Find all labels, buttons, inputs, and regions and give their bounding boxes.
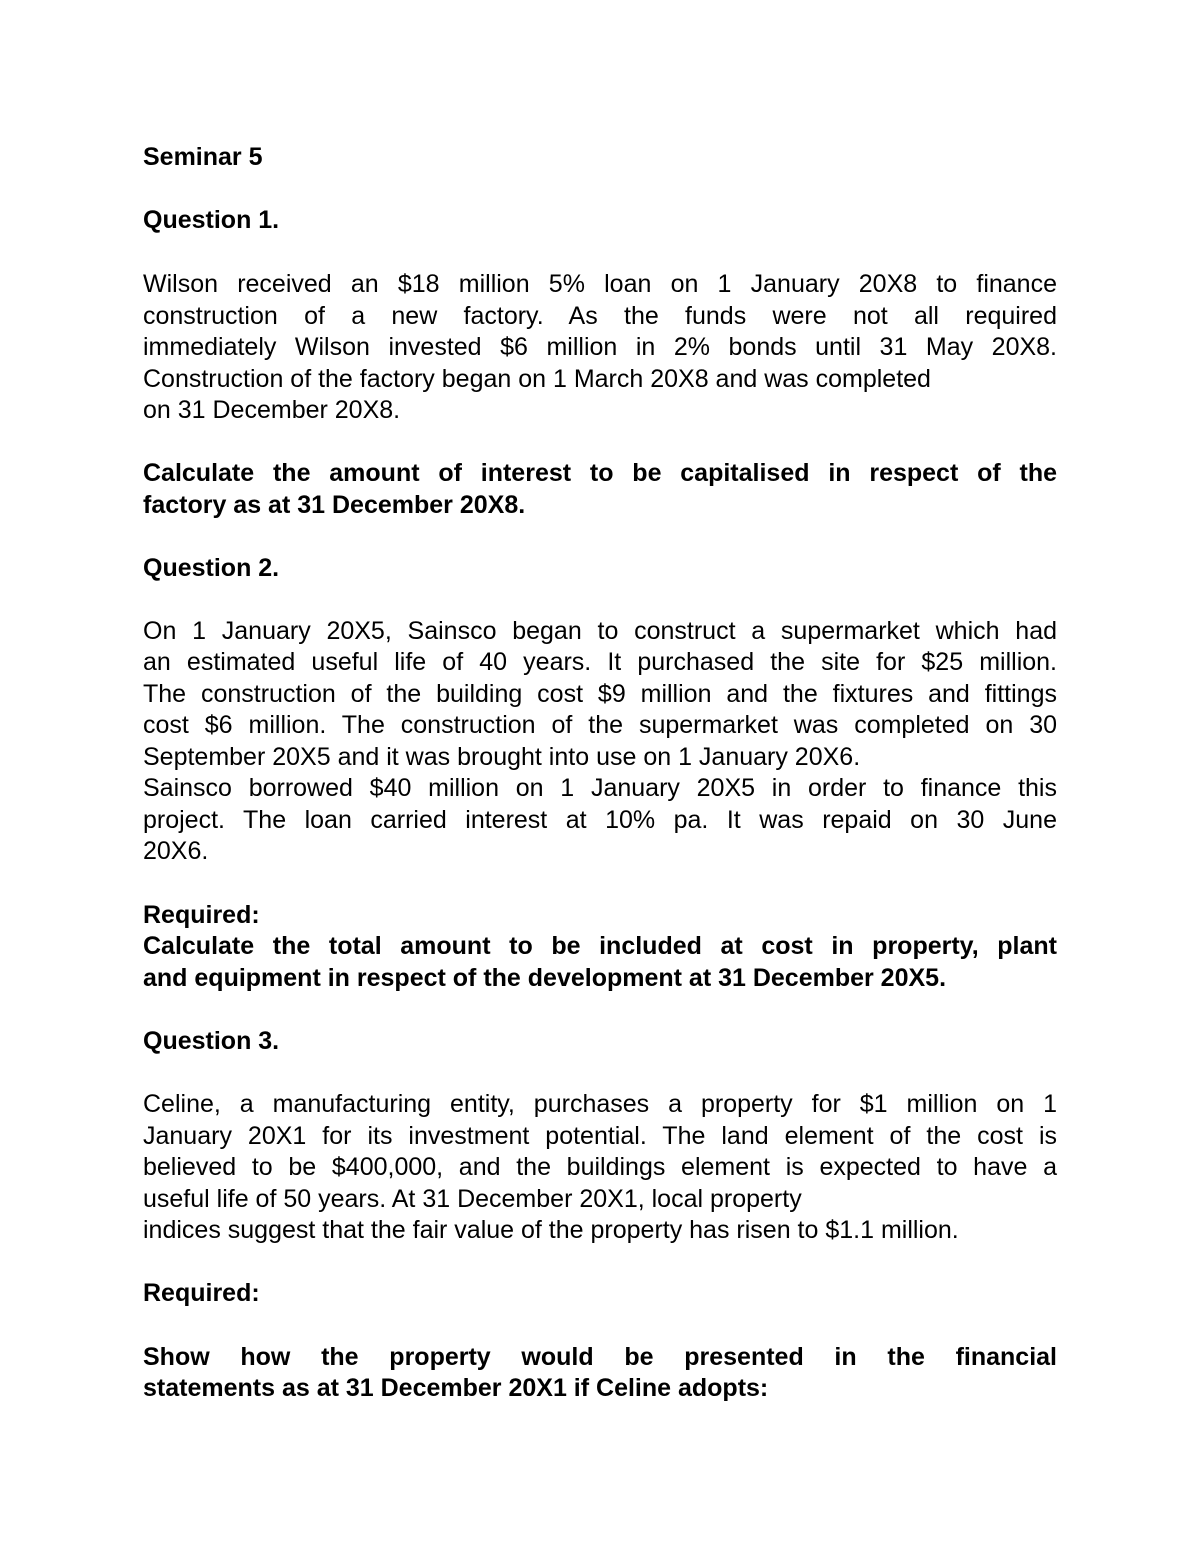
question-1-body-line: immediately Wilson invested $6 million in 2% bonds until 31 May 20X8.	[143, 333, 1057, 361]
question-3-body-line: useful life of 50 years. At 31 December 20X1, local property	[143, 1185, 802, 1213]
question-2-body-line: 20X6.	[143, 837, 209, 865]
question-3-task-line: statements as at 31 December 20X1 if Celine adopts:	[143, 1374, 769, 1402]
question-1-body-line: on 31 December 20X8.	[143, 396, 401, 424]
question-1-body-line: Construction of the factory began on 1 March 20X8 and was completed	[143, 365, 931, 393]
question-3-body-line: believed to be $400,000, and the buildings element is expected to have a	[143, 1153, 1057, 1181]
question-2-body-line: cost $6 million. The construction of the supermarket was completed on 30	[143, 711, 1057, 739]
question-2-task-line: and equipment in respect of the development at 31 December 20X5.	[143, 964, 947, 992]
question-3-body-line: January 20X1 for its investment potential. The land element of the cost is	[143, 1122, 1057, 1150]
question-3-body-line: indices suggest that the fair value of the property has risen to $1.1 million.	[143, 1216, 959, 1244]
question-2-body-line: The construction of the building cost $9 million and the fixtures and fittings	[143, 680, 1057, 708]
question-3-required-label: Required:	[143, 1279, 260, 1307]
document-title: Seminar 5	[143, 143, 263, 171]
question-2-body-line: an estimated useful life of 40 years. It purchased the site for $25 million.	[143, 648, 1057, 676]
question-1-task-line: factory as at 31 December 20X8.	[143, 491, 526, 519]
question-1-task-line: Calculate the amount of interest to be capitalised in respect of the	[143, 459, 1057, 487]
question-1-body-line: construction of a new factory. As the funds were not all required	[143, 302, 1057, 330]
question-3-task-line: Show how the property would be presented in the financial	[143, 1343, 1057, 1371]
question-2-body-line: Sainsco borrowed $40 million on 1 January 20X5 in order to finance this	[143, 774, 1057, 802]
question-2-body-line: project. The loan carried interest at 10% pa. It was repaid on 30 June	[143, 806, 1057, 834]
question-2-body-line: September 20X5 and it was brought into use on 1 January 20X6.	[143, 743, 861, 771]
question-3-body-line: Celine, a manufacturing entity, purchases a property for $1 million on 1	[143, 1090, 1057, 1118]
question-2-required-label: Required:	[143, 901, 260, 929]
question-1-heading: Question 1.	[143, 206, 280, 234]
question-2-body-line: On 1 January 20X5, Sainsco began to construct a supermarket which had	[143, 617, 1057, 645]
question-1-body-line: Wilson received an $18 million 5% loan on 1 January 20X8 to finance	[143, 270, 1057, 298]
question-3-heading: Question 3.	[143, 1027, 280, 1055]
question-2-heading: Question 2.	[143, 554, 280, 582]
question-2-task-line: Calculate the total amount to be included at cost in property, plant	[143, 932, 1057, 960]
